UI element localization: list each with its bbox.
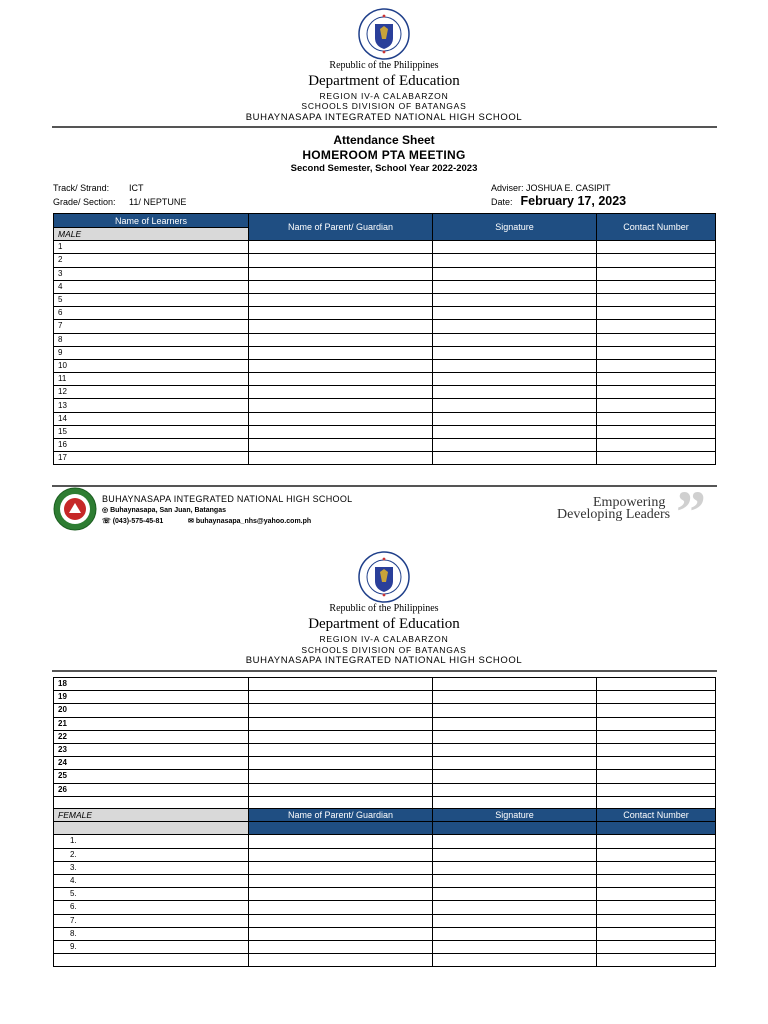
signature-cell[interactable] xyxy=(433,914,597,927)
parent-name-cell[interactable] xyxy=(249,901,433,914)
col-contact-header-f: Contact Number xyxy=(597,809,716,822)
table-row xyxy=(54,927,716,940)
signature-cell[interactable] xyxy=(433,770,597,783)
learner-name-cell: 6 xyxy=(54,307,249,320)
learner-name-cell: 4. xyxy=(54,874,249,887)
learner-name-cell: 15 xyxy=(54,425,249,438)
adviser-label: Adviser: xyxy=(491,183,524,193)
contact-number-cell[interactable] xyxy=(597,280,716,293)
learner-name-cell: 8 xyxy=(54,333,249,346)
parent-name-cell[interactable] xyxy=(249,399,433,412)
learner-name-cell: 9. xyxy=(54,940,249,953)
table-row xyxy=(54,861,716,874)
learner-name-cell: 1 xyxy=(54,241,249,254)
parent-name-cell[interactable] xyxy=(249,770,433,783)
signature-cell[interactable] xyxy=(433,293,597,306)
signature-cell[interactable] xyxy=(433,439,597,452)
semester-title: Second Semester, School Year 2022-2023 xyxy=(290,163,478,174)
learner-name-cell: 18 xyxy=(54,678,249,691)
signature-cell[interactable] xyxy=(433,757,597,770)
table-row xyxy=(54,280,716,293)
learner-name-cell: 19 xyxy=(54,691,249,704)
signature-cell[interactable] xyxy=(433,267,597,280)
parent-name-cell[interactable] xyxy=(249,293,433,306)
signature-cell[interactable] xyxy=(433,704,597,717)
contact-number-cell[interactable] xyxy=(597,691,716,704)
contact-number-cell[interactable] xyxy=(597,861,716,874)
learner-name-cell: 21 xyxy=(54,717,249,730)
signature-cell[interactable] xyxy=(433,717,597,730)
table-row xyxy=(54,359,716,372)
parent-name-cell[interactable] xyxy=(249,927,433,940)
parent-name-cell[interactable] xyxy=(249,835,433,848)
signature-cell[interactable] xyxy=(433,359,597,372)
table-row xyxy=(54,835,716,848)
learner-name-cell: 8. xyxy=(54,927,249,940)
contact-number-cell[interactable] xyxy=(597,835,716,848)
footer-phone: ☏ (043)-575-45-81 xyxy=(102,518,164,525)
learner-name-cell: 13 xyxy=(54,399,249,412)
signature-cell[interactable] xyxy=(433,425,597,438)
learner-name-cell: 1. xyxy=(54,835,249,848)
table-row xyxy=(54,901,716,914)
header-divider xyxy=(52,126,717,128)
parent-name-cell[interactable] xyxy=(249,307,433,320)
table-row xyxy=(54,914,716,927)
contact-number-cell[interactable] xyxy=(597,452,716,465)
learner-name-cell: 25 xyxy=(54,770,249,783)
contact-number-cell[interactable] xyxy=(597,954,716,967)
contact-number-cell[interactable] xyxy=(597,241,716,254)
parent-name-cell[interactable] xyxy=(249,333,433,346)
track-label: Track/ Strand: xyxy=(53,183,110,193)
signature-cell[interactable] xyxy=(433,954,597,967)
contact-number-cell[interactable] xyxy=(597,267,716,280)
parent-name-cell[interactable] xyxy=(249,757,433,770)
female-rows xyxy=(54,835,716,967)
signature-cell[interactable] xyxy=(433,783,597,796)
table-row xyxy=(54,307,716,320)
signature-cell[interactable] xyxy=(433,927,597,940)
contact-number-cell[interactable] xyxy=(597,333,716,346)
contact-number-cell[interactable] xyxy=(597,399,716,412)
learner-name-cell: 22 xyxy=(54,730,249,743)
parent-name-cell[interactable] xyxy=(249,874,433,887)
signature-cell[interactable] xyxy=(433,412,597,425)
parent-name-cell[interactable] xyxy=(249,730,433,743)
signature-cell[interactable] xyxy=(433,346,597,359)
signature-cell[interactable] xyxy=(433,386,597,399)
table-row xyxy=(54,320,716,333)
phone-icon: ☏ xyxy=(102,518,113,525)
table-row xyxy=(54,954,716,967)
footer-email: ✉ buhaynasapa_nhs@yahoo.com.ph xyxy=(188,518,312,525)
table-row xyxy=(54,783,716,796)
male-rows-p2 xyxy=(54,678,716,810)
footer-school-name: BUHAYNASAPA INTEGRATED NATIONAL HIGH SCHOOL xyxy=(102,494,353,504)
grade-row xyxy=(53,197,186,207)
contact-number-cell[interactable] xyxy=(597,927,716,940)
contact-number-cell[interactable] xyxy=(597,373,716,386)
footer-address: ◎ Buhaynasapa, San Juan, Batangas xyxy=(102,507,226,514)
parent-name-cell[interactable] xyxy=(249,439,433,452)
table-row xyxy=(54,373,716,386)
col-learners-header: Name of Learners xyxy=(54,214,249,228)
learner-name-cell: 2 xyxy=(54,254,249,267)
adviser-value: JOSHUA E. CASIPIT xyxy=(526,183,611,193)
signature-cell[interactable] xyxy=(433,743,597,756)
deped-seal-icon-2 xyxy=(358,551,410,603)
parent-name-cell[interactable] xyxy=(249,848,433,861)
male-section-label: MALE xyxy=(54,228,249,241)
contact-number-cell[interactable] xyxy=(597,848,716,861)
parent-name-cell[interactable] xyxy=(249,783,433,796)
parent-name-cell[interactable] xyxy=(249,267,433,280)
contact-number-cell[interactable] xyxy=(597,874,716,887)
table-row xyxy=(54,386,716,399)
school-name-text: BUHAYNASAPA INTEGRATED NATIONAL HIGH SCHOOL xyxy=(245,112,523,123)
table-row xyxy=(54,399,716,412)
division-text: SCHOOLS DIVISION OF BATANGAS xyxy=(301,101,467,111)
signature-cell[interactable] xyxy=(433,730,597,743)
contact-number-cell[interactable] xyxy=(597,320,716,333)
table-row xyxy=(54,704,716,717)
tagline-developing: Developing Leaders xyxy=(557,507,671,522)
learner-name-cell: 16 xyxy=(54,439,249,452)
signature-cell[interactable] xyxy=(433,320,597,333)
parent-name-cell[interactable] xyxy=(249,717,433,730)
adviser-row xyxy=(491,183,611,193)
parent-name-cell[interactable] xyxy=(249,386,433,399)
meeting-title: HOMEROOM PTA MEETING xyxy=(302,148,466,162)
contact-number-cell[interactable] xyxy=(597,359,716,372)
learner-name-cell: 20 xyxy=(54,704,249,717)
school-name-text-2: BUHAYNASAPA INTEGRATED NATIONAL HIGH SCHOOL xyxy=(245,655,523,666)
table-row xyxy=(54,848,716,861)
signature-cell[interactable] xyxy=(433,678,597,691)
region-text-2: REGION IV-A CALABARZON xyxy=(319,634,449,644)
parent-name-cell[interactable] xyxy=(249,425,433,438)
parent-name-cell[interactable] xyxy=(249,346,433,359)
signature-cell[interactable] xyxy=(433,333,597,346)
learner-name-cell: 3. xyxy=(54,861,249,874)
signature-cell[interactable] xyxy=(433,691,597,704)
col-parent-header-f: Name of Parent/ Guardian xyxy=(249,809,433,822)
parent-name-cell[interactable] xyxy=(249,320,433,333)
parent-name-cell[interactable] xyxy=(249,940,433,953)
learner-name-cell: 11 xyxy=(54,373,249,386)
parent-name-cell[interactable] xyxy=(249,254,433,267)
signature-cell[interactable] xyxy=(433,835,597,848)
parent-name-cell[interactable] xyxy=(249,241,433,254)
learner-name-cell: 9 xyxy=(54,346,249,359)
table-row xyxy=(54,743,716,756)
attendance-table-female xyxy=(53,808,716,967)
contact-number-cell[interactable] xyxy=(597,346,716,359)
table-row xyxy=(54,888,716,901)
division-text-2: SCHOOLS DIVISION OF BATANGAS xyxy=(301,645,467,655)
learner-name-cell: 12 xyxy=(54,386,249,399)
table-row xyxy=(54,730,716,743)
parent-name-cell[interactable] xyxy=(249,704,433,717)
learner-name-cell: 6. xyxy=(54,901,249,914)
table-row xyxy=(54,412,716,425)
col-signature-header: Signature xyxy=(433,214,597,241)
female-section-label: FEMALE xyxy=(54,809,249,822)
attendance-table-male-p1 xyxy=(53,213,716,465)
header-blank-contact xyxy=(597,822,716,835)
contact-number-cell[interactable] xyxy=(597,783,716,796)
republic-text-2: Republic of the Philippines xyxy=(329,603,439,614)
contact-number-cell[interactable] xyxy=(597,439,716,452)
department-text: Department of Education xyxy=(308,73,460,89)
learner-name-cell: 10 xyxy=(54,359,249,372)
signature-cell[interactable] xyxy=(433,888,597,901)
date-value: February 17, 2023 xyxy=(520,194,627,208)
grade-value: 11/ NEPTUNE xyxy=(129,197,187,207)
republic-text: Republic of the Philippines xyxy=(329,60,439,71)
learner-name-cell: 5 xyxy=(54,293,249,306)
learner-name-cell: 23 xyxy=(54,743,249,756)
contact-number-cell[interactable] xyxy=(597,743,716,756)
learner-name-cell: 24 xyxy=(54,757,249,770)
learner-name-cell: 26 xyxy=(54,783,249,796)
parent-name-cell[interactable] xyxy=(249,954,433,967)
table-row xyxy=(54,293,716,306)
contact-number-cell[interactable] xyxy=(597,678,716,691)
contact-number-cell[interactable] xyxy=(597,914,716,927)
parent-name-cell[interactable] xyxy=(249,452,433,465)
parent-name-cell[interactable] xyxy=(249,280,433,293)
table-row xyxy=(54,770,716,783)
table-row xyxy=(54,940,716,953)
quote-icon: ” xyxy=(676,479,706,545)
learner-name-cell xyxy=(54,954,249,967)
signature-cell[interactable] xyxy=(433,901,597,914)
learner-name-cell: 2. xyxy=(54,848,249,861)
date-label: Date: xyxy=(491,197,513,207)
signature-cell[interactable] xyxy=(433,373,597,386)
learner-name-cell: 3 xyxy=(54,267,249,280)
department-text-2: Department of Education xyxy=(308,616,460,632)
learner-name-cell: 17 xyxy=(54,452,249,465)
signature-cell[interactable] xyxy=(433,940,597,953)
learner-name-cell: 7. xyxy=(54,914,249,927)
contact-number-cell[interactable] xyxy=(597,901,716,914)
region-text: REGION IV-A CALABARZON xyxy=(319,91,449,101)
parent-name-cell[interactable] xyxy=(249,412,433,425)
signature-cell[interactable] xyxy=(433,452,597,465)
table-row xyxy=(54,346,716,359)
male-rows-p1 xyxy=(54,241,716,465)
signature-cell[interactable] xyxy=(433,848,597,861)
contact-number-cell[interactable] xyxy=(597,425,716,438)
contact-number-cell[interactable] xyxy=(597,704,716,717)
contact-number-cell[interactable] xyxy=(597,307,716,320)
signature-cell[interactable] xyxy=(433,861,597,874)
mail-icon: ✉ xyxy=(188,518,196,525)
deped-seal-icon xyxy=(358,8,410,60)
parent-name-cell[interactable] xyxy=(249,359,433,372)
track-value: ICT xyxy=(129,183,144,193)
table-row xyxy=(54,691,716,704)
col-signature-header-f: Signature xyxy=(433,809,597,822)
table-row xyxy=(54,717,716,730)
parent-name-cell[interactable] xyxy=(249,743,433,756)
contact-number-cell[interactable] xyxy=(597,888,716,901)
header-divider-2 xyxy=(52,670,717,672)
col-contact-header: Contact Number xyxy=(597,214,716,241)
contact-number-cell[interactable] xyxy=(597,940,716,953)
date-row xyxy=(491,194,626,208)
signature-cell[interactable] xyxy=(433,399,597,412)
table-row xyxy=(54,333,716,346)
table-row xyxy=(54,241,716,254)
contact-number-cell[interactable] xyxy=(597,730,716,743)
learner-name-cell: 7 xyxy=(54,320,249,333)
signature-cell[interactable] xyxy=(433,874,597,887)
footer-divider xyxy=(52,485,717,487)
header-blank-parent xyxy=(249,822,433,835)
tagline-empowering: Empowering xyxy=(593,495,666,510)
header-blank-signature xyxy=(433,822,597,835)
table-row xyxy=(54,757,716,770)
track-row xyxy=(53,183,144,193)
contact-number-cell[interactable] xyxy=(597,412,716,425)
contact-number-cell[interactable] xyxy=(597,770,716,783)
parent-name-cell[interactable] xyxy=(249,691,433,704)
learner-name-cell: 14 xyxy=(54,412,249,425)
parent-name-cell[interactable] xyxy=(249,373,433,386)
contact-number-cell[interactable] xyxy=(597,293,716,306)
signature-cell[interactable] xyxy=(433,241,597,254)
sheet-title: Attendance Sheet xyxy=(333,133,435,147)
signature-cell[interactable] xyxy=(433,307,597,320)
female-sub-blank xyxy=(54,822,249,835)
signature-cell[interactable] xyxy=(433,280,597,293)
contact-number-cell[interactable] xyxy=(597,757,716,770)
signature-cell[interactable] xyxy=(433,254,597,267)
parent-name-cell[interactable] xyxy=(249,888,433,901)
learner-name-cell: 4 xyxy=(54,280,249,293)
attendance-table-male-p2 xyxy=(53,677,716,810)
table-row xyxy=(54,452,716,465)
table-row xyxy=(54,425,716,438)
contact-number-cell[interactable] xyxy=(597,386,716,399)
col-parent-header: Name of Parent/ Guardian xyxy=(249,214,433,241)
table-row xyxy=(54,874,716,887)
table-row xyxy=(54,439,716,452)
learner-name-cell: 5. xyxy=(54,888,249,901)
table-row xyxy=(54,267,716,280)
parent-name-cell[interactable] xyxy=(249,861,433,874)
grade-label: Grade/ Section: xyxy=(53,197,116,207)
parent-name-cell[interactable] xyxy=(249,678,433,691)
school-logo-icon xyxy=(53,487,97,531)
table-row xyxy=(54,678,716,691)
contact-number-cell[interactable] xyxy=(597,717,716,730)
contact-number-cell[interactable] xyxy=(597,254,716,267)
location-icon: ◎ xyxy=(102,507,111,514)
table-row xyxy=(54,254,716,267)
parent-name-cell[interactable] xyxy=(249,914,433,927)
